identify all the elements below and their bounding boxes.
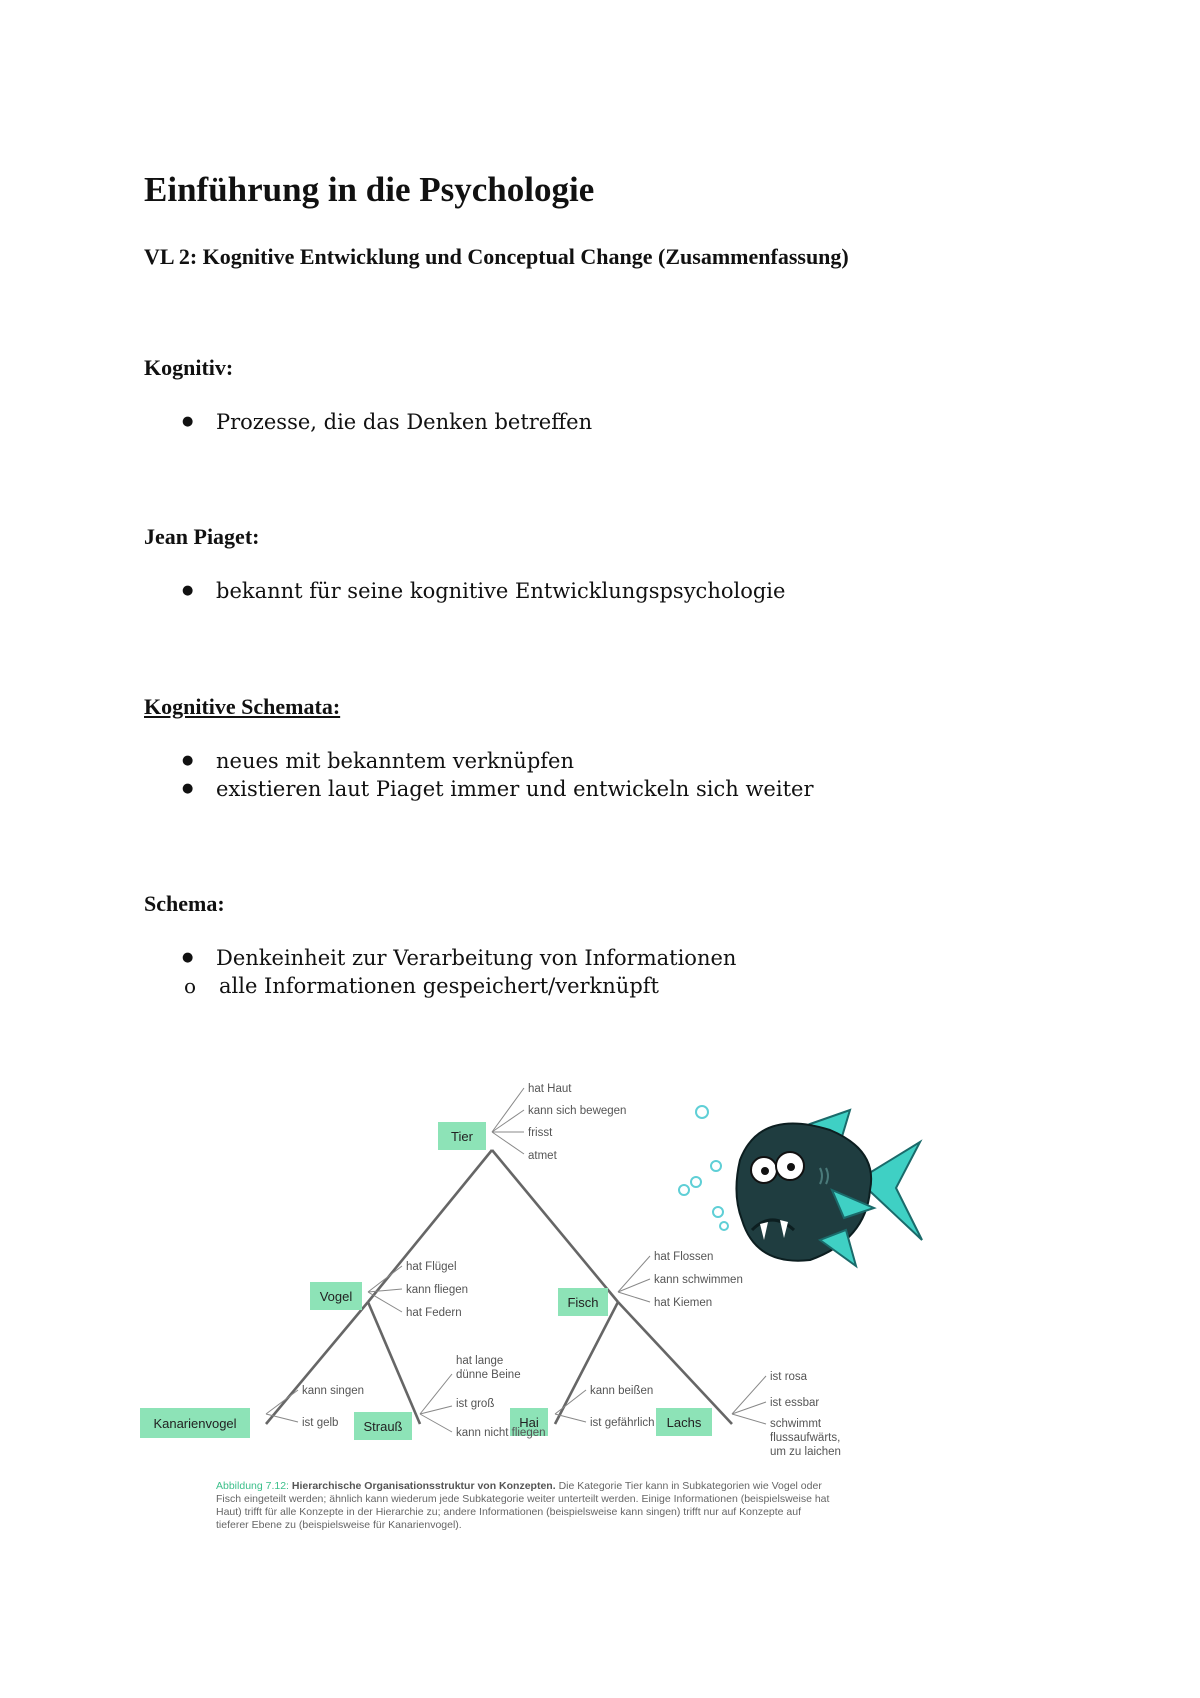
piranha-fish-icon [660,1090,960,1280]
node-vogel [310,1282,362,1310]
svg-text:ist gefährlich: ist gefährlich [590,1417,655,1429]
svg-text:um zu laichen: um zu laichen [770,1446,841,1458]
list-item: ● neues mit bekanntem verknüpfen [144,747,1044,775]
svg-text:hat Haut: hat Haut [528,1083,572,1095]
document-title: Einführung in die Psychologie [144,170,595,209]
caption-text: Die Kategorie Tier kann in Subkategorien wie Vogel oder Fisch eingeteilt werden; ähnlich kann wiederum jede Subkategorie weiter unterteilt werden. Einige Informationen (beispielsweise hat Haut) trifft für alle Konzepte in der Hierarchie zu; andere Informationen (beispielsweise kann singen) trifft nur auf Konzepte auf tieferer Ebene zu (beispielsweise für Kanarienvogel). [216,1480,830,1531]
svg-text:dünne Beine: dünne Beine [456,1369,521,1381]
caption-label: Abbildung 7.12: [216,1480,289,1492]
svg-text:frisst: frisst [528,1127,553,1139]
svg-text:kann nicht fliegen: kann nicht fliegen [456,1427,546,1439]
node-kanarienvogel [140,1408,250,1438]
edge-vogel-strauss [368,1302,420,1424]
section-heading: Schema: [144,891,225,916]
svg-text:Hai: Hai [519,1415,539,1430]
edge-vogel-kanarienvogel [266,1302,368,1424]
svg-text:Fisch: Fisch [567,1295,599,1310]
svg-text:flussaufwärts,: flussaufwärts, [770,1432,841,1444]
svg-text:kann beißen: kann beißen [590,1385,654,1397]
svg-text:Kanarienvogel: Kanarienvogel [153,1416,237,1431]
edge-fisch-lachs [618,1302,732,1424]
svg-text:Strauß: Strauß [363,1419,403,1434]
bullet-list [144,577,1044,605]
sub-list-item: o alle Informationen gespeichert/verknüpft [144,972,1044,1000]
svg-text:Vogel: Vogel [319,1289,353,1304]
list-item: ● bekannt für seine kognitive Entwicklungspsychologie [144,577,1044,605]
svg-text:kann singen: kann singen [302,1385,365,1397]
svg-text:ist rosa: ist rosa [770,1371,808,1383]
section-heading: Kognitiv: [144,355,234,380]
bullet-list [144,944,1044,972]
svg-text:hat Flügel: hat Flügel [406,1261,457,1273]
node-strauss [354,1412,412,1440]
svg-text:ist gelb: ist gelb [302,1417,339,1429]
section-jean-piaget [144,524,1044,605]
bullet-list [144,747,1044,803]
section-heading: Kognitive Schemata: [144,694,341,719]
caption-title: Hierarchische Organisationsstruktur von Konzepten. [291,1480,556,1492]
svg-text:schwimmt: schwimmt [770,1418,822,1430]
section-kognitiv [144,355,1044,436]
figure-caption [216,1480,836,1532]
node-lachs [656,1408,712,1436]
svg-text:kann fliegen: kann fliegen [406,1284,469,1296]
list-item: ● Prozesse, die das Denken betreffen [144,408,1044,436]
document-subtitle: VL 2: Kognitive Entwicklung und Conceptual Change (Zusammenfassung) [144,244,849,269]
list-item: ● Denkeinheit zur Verarbeitung von Informationen [144,944,1044,972]
bullet-list [144,408,1044,436]
section-heading: Jean Piaget: [144,524,260,549]
svg-text:hat Kiemen: hat Kiemen [654,1297,713,1309]
list-item: ● existieren laut Piaget immer und entwickeln sich weiter [144,775,1044,803]
edge-tier-vogel [368,1150,492,1302]
svg-text:hat Federn: hat Federn [406,1307,462,1319]
svg-text:hat Flossen: hat Flossen [654,1251,714,1263]
svg-text:ist groß: ist groß [456,1398,495,1410]
section-kognitive-schemata [144,694,1044,803]
edge-fisch-hai [555,1302,618,1424]
sub-list [144,972,1044,1000]
svg-text:kann sich bewegen: kann sich bewegen [528,1105,627,1117]
svg-text:kann schwimmen: kann schwimmen [654,1274,743,1286]
node-fisch [558,1288,608,1316]
svg-text:ist essbar: ist essbar [770,1397,820,1409]
svg-text:hat lange: hat lange [456,1355,504,1367]
svg-text:atmet: atmet [528,1150,557,1162]
node-tier [438,1122,486,1150]
section-schema [144,891,1044,1000]
svg-text:Lachs: Lachs [666,1415,702,1430]
edge-tier-fisch [492,1150,618,1302]
svg-text:Tier: Tier [451,1129,473,1144]
